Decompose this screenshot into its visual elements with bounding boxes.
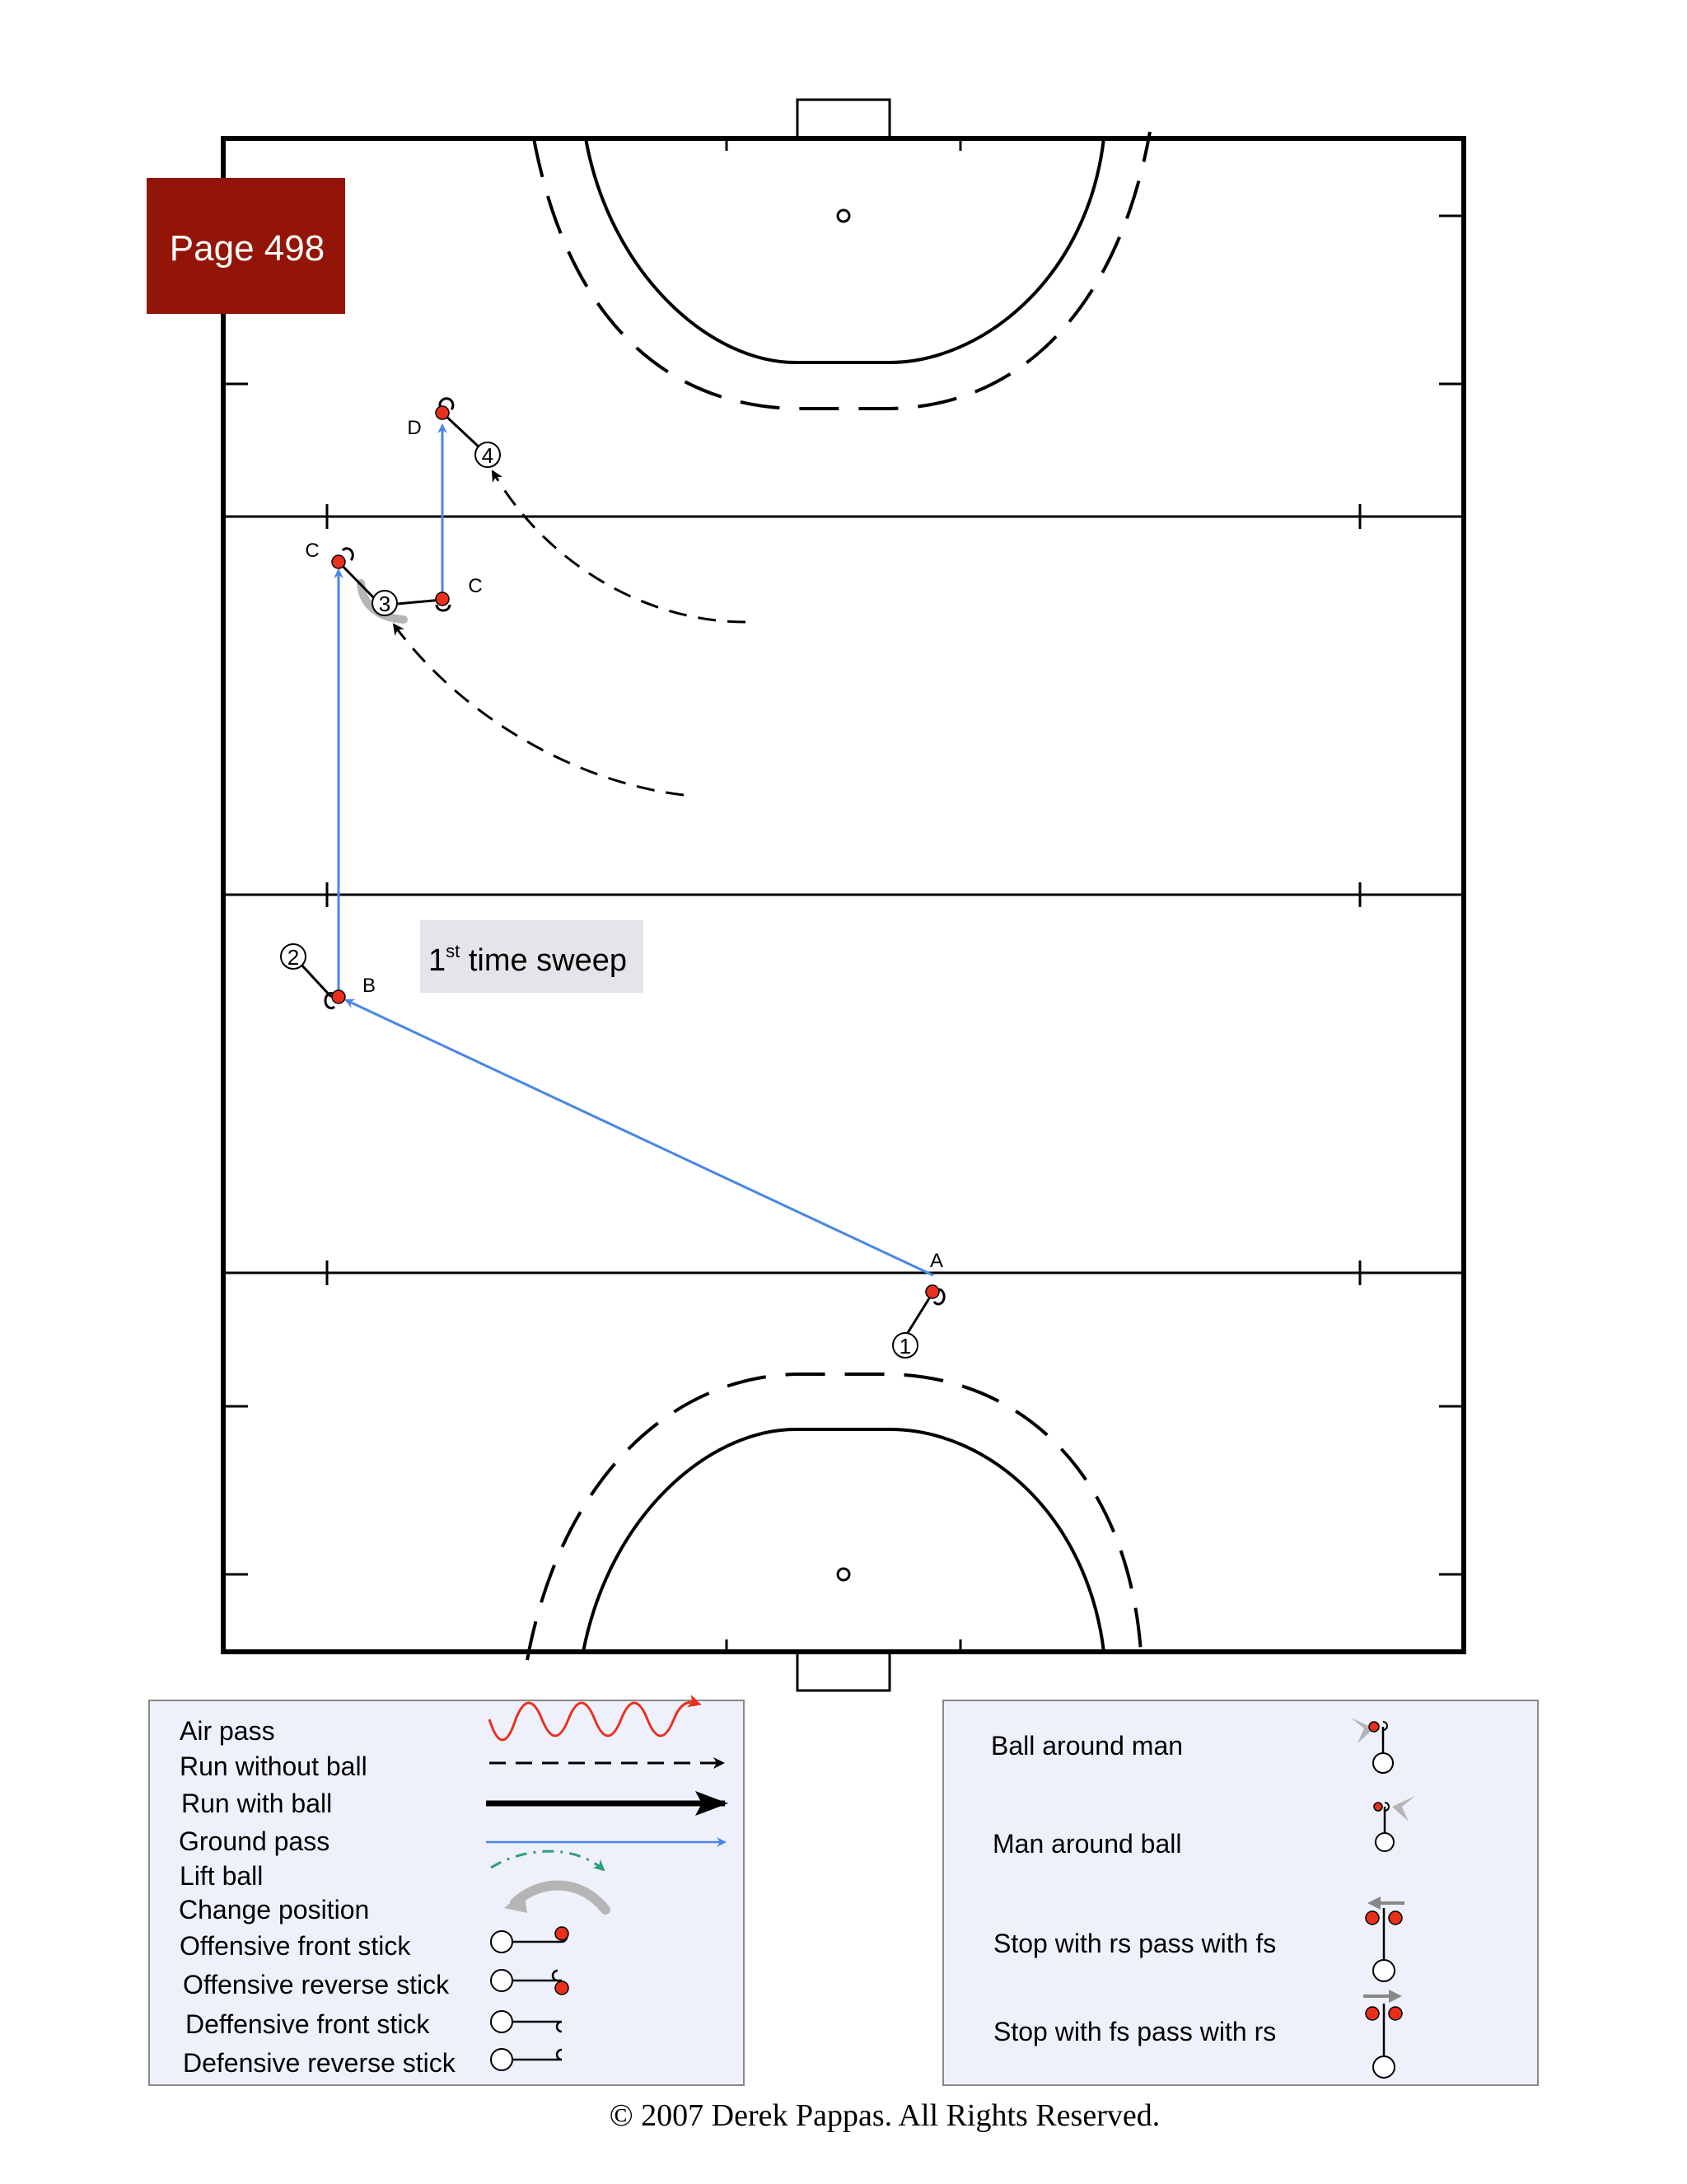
legend-stop-fs-pass-rs-label: Stop with fs pass with rs	[993, 2017, 1277, 2046]
legend-change-position-label: Change position	[179, 1895, 370, 1924]
player-1-number: 1	[899, 1334, 912, 1359]
goal-top	[797, 100, 890, 138]
ground-pass-1	[346, 1000, 933, 1275]
legend-defensive-reverse-stick-label: Defensive reverse stick	[183, 2048, 456, 2078]
player-1-ball	[926, 1285, 939, 1298]
legend-run-without-ball-label: Run without ball	[180, 1751, 367, 1781]
shooting-circle-bottom	[583, 1429, 1104, 1652]
run-without-ball-4	[493, 471, 745, 622]
hockey-field	[223, 100, 1464, 1691]
player-1	[893, 1250, 944, 1359]
page-badge-text: Page 498	[169, 228, 325, 269]
player-4-stick	[442, 413, 481, 449]
legend-offensive-reverse-stick-label: Offensive reverse stick	[183, 1970, 450, 1999]
legend-left	[149, 1700, 744, 2085]
goal-bottom	[797, 1652, 890, 1691]
legend-stop-rs-pass-fs-label: Stop with rs pass with fs	[993, 1929, 1277, 1958]
legend-air-pass-label: Air pass	[180, 1716, 275, 1746]
player-4-letter: D	[407, 417, 422, 439]
player-3-ball-a	[332, 555, 345, 568]
player-4-ball	[436, 406, 449, 419]
penalty-spot-top	[838, 210, 849, 222]
drill-label	[420, 920, 643, 993]
player-2-letter: B	[362, 975, 376, 997]
player-2-number: 2	[287, 945, 300, 970]
player-3-ball-b	[436, 592, 449, 606]
page-badge	[147, 178, 345, 314]
copyright-text: © 2007 Derek Pappas. All Rights Reserved.	[609, 2098, 1161, 2133]
drill-label-text: 1st time sweep	[428, 941, 628, 978]
player-3-letter-b: C	[468, 575, 483, 597]
penalty-spot-bottom	[838, 1569, 849, 1580]
legend-defensive-front-stick-label: Deffensive front stick	[185, 2009, 430, 2039]
dashed-circle-bottom	[527, 1374, 1141, 1660]
legend-lift-ball-label: Lift ball	[180, 1861, 264, 1891]
player-2	[281, 944, 376, 1008]
player-1-letter: A	[929, 1250, 944, 1272]
legend-run-with-ball-label: Run with ball	[181, 1789, 333, 1818]
player-2-ball	[332, 990, 345, 1003]
player-1-stick	[906, 1292, 933, 1335]
player-3-letter-a: C	[305, 540, 320, 562]
player-3-number: 3	[378, 592, 391, 616]
player-2-stick	[301, 964, 331, 997]
legend-ground-pass-label: Ground pass	[179, 1826, 330, 1856]
player-4-number: 4	[481, 443, 494, 468]
player-3	[305, 540, 482, 616]
legend-man-around-ball-label: Man around ball	[993, 1829, 1182, 1859]
dashed-circle-top	[534, 132, 1150, 409]
run-without-ball-3	[394, 624, 684, 795]
shooting-circle-top	[586, 138, 1104, 362]
player-3-stick-a	[339, 562, 376, 600]
player-4	[407, 399, 500, 468]
legend-right	[943, 1700, 1538, 2085]
legend-ball-around-man-label: Ball around man	[991, 1731, 1184, 1761]
legend-offensive-front-stick-label: Offensive front stick	[180, 1931, 411, 1961]
